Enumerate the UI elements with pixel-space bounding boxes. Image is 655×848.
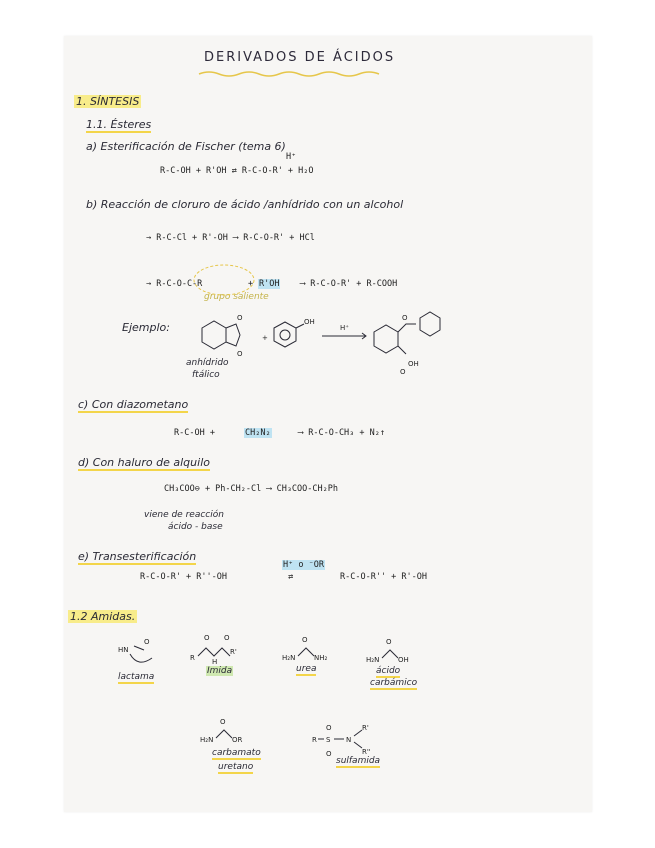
svg-text:O: O — [302, 636, 308, 644]
label-sulfamida: sulfamida — [336, 756, 381, 766]
label-urea: urea — [296, 664, 317, 674]
eq-d: CH₃COO⊖ + Ph-CH₂-Cl ⟶ CH₃COO-CH₂Ph — [164, 484, 338, 494]
eq-a-cat: H⁺ — [286, 152, 297, 162]
prod-oh: OH — [408, 360, 419, 368]
eq-e-cat: H⁺ o ⁻OR — [283, 560, 324, 570]
svg-text:OH: OH — [398, 656, 409, 664]
eq-a: R-C-OH + R'OH ⇄ R-C-O-R' + H₂O — [160, 166, 314, 176]
label-lactama: lactama — [118, 672, 155, 682]
anh-o-2: O — [237, 350, 243, 358]
subsection-esters: 1.1. Ésteres — [86, 118, 152, 131]
svg-text:H₂N: H₂N — [282, 654, 296, 662]
svg-text:HN: HN — [118, 646, 129, 654]
svg-text:R'': R'' — [362, 748, 371, 756]
label-carbamico-1: ácido — [376, 666, 401, 676]
heading-b: b) Reacción de cloruro de ácido /anhídrido con un alcohol — [86, 198, 404, 211]
note-d-2: ácido - base — [168, 522, 223, 532]
title-underline — [199, 70, 399, 80]
svg-text:R: R — [312, 736, 317, 744]
phenol-oh: OH — [304, 318, 315, 326]
label-imida: Imida — [207, 666, 233, 676]
label-uretano: uretano — [218, 762, 254, 772]
eq-b2-left: → R-C-O-C-R — [146, 279, 203, 289]
eq-c-reagent: CH₂N₂ — [245, 428, 271, 438]
amide-structures — [104, 630, 484, 780]
note-d-1: viene de reacción — [144, 510, 224, 520]
svg-text:H₂N: H₂N — [366, 656, 380, 664]
heading-d: d) Con haluro de alquilo — [78, 456, 210, 469]
eq-c-left: R-C-OH + — [174, 428, 215, 438]
svg-text:H₂N: H₂N — [200, 736, 214, 744]
svg-text:O: O — [326, 750, 332, 758]
label-carbamico-2: carbámico — [370, 678, 418, 688]
svg-text:S: S — [326, 736, 331, 744]
notebook-page — [64, 36, 592, 812]
label-carbamato: carbamato — [212, 748, 261, 758]
svg-text:O: O — [326, 724, 332, 732]
eq-b2-plus: + — [248, 279, 254, 289]
eq-e-arrow: ⇄ — [288, 572, 294, 582]
svg-text:R': R' — [230, 648, 237, 656]
example-label: Ejemplo: — [122, 321, 170, 334]
eq-b1: → R-C-Cl + R'-OH ⟶ R-C-O-R' + HCl — [146, 233, 315, 243]
svg-text:O: O — [204, 634, 210, 642]
eq-e-right: R-C-O-R'' + R'-OH — [340, 572, 427, 582]
section-synthesis: 1. SÍNTESIS — [76, 95, 140, 108]
svg-text:O: O — [386, 638, 392, 646]
eq-b2-right: ⟶ R-C-O-R' + R-COOH — [300, 279, 398, 289]
prod-o-1: O — [402, 314, 408, 322]
anhydride-label-1: anhídrido — [186, 358, 229, 368]
heading-e: e) Transesterificación — [78, 550, 197, 563]
eq-c-right: ⟶ R-C-O-CH₃ + N₂↑ — [298, 428, 385, 438]
anhydride-label-2: ftálico — [192, 370, 220, 380]
heading-c: c) Con diazometano — [78, 398, 189, 411]
subsection-amides: 1.2 Amidas. — [70, 610, 136, 623]
example-plus: + — [262, 334, 268, 342]
svg-text:O: O — [144, 638, 150, 646]
eq-e-left: R-C-O-R' + R''-OH — [140, 572, 227, 582]
svg-text:R: R — [190, 654, 195, 662]
svg-text:O: O — [220, 718, 226, 726]
page-title: DERIVADOS DE ÁCIDOS — [204, 50, 396, 65]
svg-text:OR: OR — [232, 736, 243, 744]
svg-text:NH₂: NH₂ — [314, 654, 328, 662]
eq-b2-alcohol: R'OH — [259, 279, 280, 289]
heading-a: a) Esterificación de Fischer (tema 6) — [86, 140, 286, 153]
svg-text:R': R' — [362, 724, 369, 732]
prod-o-2: O — [400, 368, 406, 376]
anh-o-1: O — [237, 314, 243, 322]
svg-text:O: O — [224, 634, 230, 642]
example-cat: H⁺ — [340, 324, 349, 332]
leaving-group-note: grupo saliente — [204, 292, 269, 302]
leaving-group-circle — [192, 262, 262, 298]
svg-text:N: N — [346, 736, 352, 744]
svg-text:H: H — [212, 658, 218, 666]
